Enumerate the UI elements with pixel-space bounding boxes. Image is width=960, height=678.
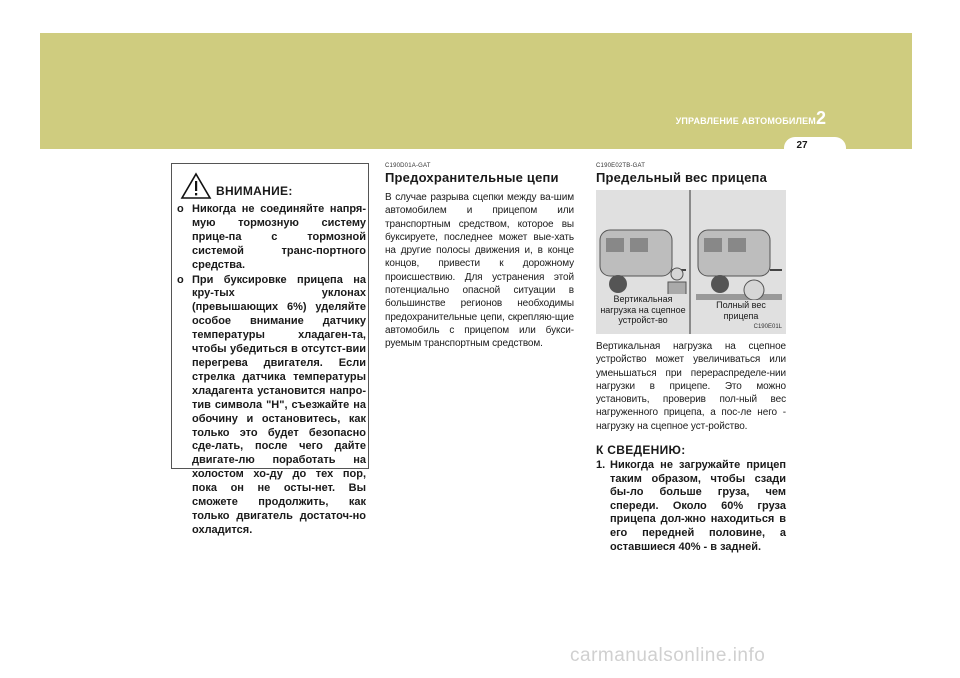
warning-box [171, 163, 369, 536]
section-body: В случае разрыва сцепки между ва-шим автомобилем и прицепом или транспортным средством, которое вы буксируете, последнее может вые-хать на другие полосы движения и, в конце концов, привести к дорожному происшествию. Для устранения этой потенциально опасной ситуации в большинстве регионов необходимы предохранительные цепи, скрепляю-щие автомобиль с прицепом или букси-руемым транспортным средством. [385, 192, 574, 350]
warning-title: ВНИМАНИЕ: [216, 184, 293, 198]
chapter-number: 2 [815, 108, 826, 128]
page-number: 27 [796, 140, 808, 151]
caution-item: 1. Никогда не загружайте прицеп таким образом, чтобы сзади бы-ло больше груза, чем спереди. Около 60% груза прицепа дол-жно находиться в его передней половине, а оставшиеся 40% - в задней. [596, 459, 786, 553]
safety-chains-section [385, 163, 574, 351]
warning-triangle-icon [180, 172, 212, 200]
warning-item: o Никогда не соединяйте напря-мую тормозную систему прице-па с тормозной системой транс-портного средства. [177, 203, 366, 271]
figure-caption-right: Полный вес прицепа [700, 300, 782, 321]
trailer-weight-figure [596, 190, 786, 334]
section-code: C190E02TB-GAT [596, 163, 646, 169]
caution-heading: К СВЕДЕНИЮ: [596, 443, 686, 458]
caution-list [596, 459, 786, 554]
section-heading: Предохранительные цепи [385, 170, 559, 185]
section-code: C190D01A-GAT [385, 163, 431, 169]
section-heading: Предельный вес прицепа [596, 170, 768, 185]
warning-list [176, 203, 366, 539]
warning-item: o При буксировке прицепа на кру-тых уклонах (превышающих 6%) уделяйте особое внимание датчику температуры хладаген-та, чтобы убедиться в отсутст-вии перегрева двигателя. Если стрелка датчика температуры хладагента установится напро-тив символа "H", съезжайте на обочину и остановитесь, как только это будет безопасно сде-лать, после чего дайте двигате-лю поработать на холостом хо-ду до тех пор, пока он не осты-нет. Вы сможете продолжить, как только двигатель достаточ-но охладится. [177, 273, 366, 536]
trailer-weight-section [596, 163, 786, 554]
header-band [40, 33, 912, 149]
figure-caption-left: Вертикальная нагрузка на сцепное устройст-во [598, 294, 688, 326]
figure-code: C190E01L [753, 324, 782, 330]
watermark: carmanualsonline.info [570, 645, 766, 666]
section-title: УПРАВЛЕНИЕ АВТОМОБИЛЕМ [675, 116, 816, 126]
section-body: Вертикальная нагрузка на сцепное устройство может увеличиваться или уменьшаться при перераспределе-нии нагрузки в прицепе. Это можно установить, проверив пол-ный вес нагруженного прицепа, а пос-ле него - нагрузку на сцепное уст-ройство. [596, 341, 786, 432]
